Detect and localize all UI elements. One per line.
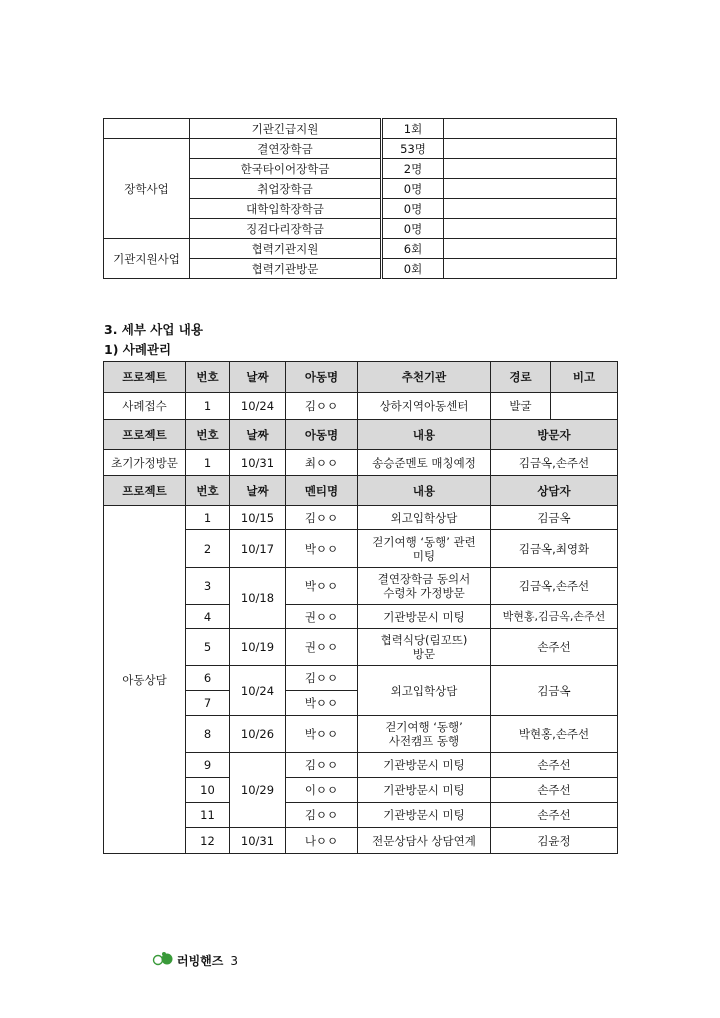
name-cell: 박ㅇㅇ — [286, 530, 358, 568]
content-cell: 기관방문시 미팅 — [358, 778, 491, 803]
header-child: 아동명 — [286, 362, 358, 393]
count-cell: 0명 — [382, 199, 444, 219]
empty-cell — [444, 179, 617, 199]
item-cell: 대학입학장학금 — [190, 199, 382, 219]
name-cell: 김ㅇㅇ — [286, 803, 358, 828]
page-footer — [152, 951, 238, 970]
count-cell: 0회 — [382, 259, 444, 279]
case-table — [103, 361, 618, 854]
name-cell: 박ㅇㅇ — [286, 716, 358, 753]
header-project: 프로젝트 — [104, 476, 186, 506]
item-cell: 징검다리장학금 — [190, 219, 382, 239]
hands-logo-icon — [152, 951, 174, 970]
item-cell: 취업장학금 — [190, 179, 382, 199]
content-cell: 걷기여행 ‘동행’ 사전캠프 동행 — [358, 716, 491, 753]
category-cell — [104, 119, 190, 139]
table-row — [104, 393, 618, 420]
section-heading: 3. 세부 사업 내용 — [104, 322, 203, 337]
counselor-cell: 손주선 — [491, 629, 618, 666]
header-date: 날짜 — [230, 476, 286, 506]
counselor-cell: 김금옥,손주선 — [491, 568, 618, 605]
header-no: 번호 — [186, 362, 230, 393]
header-referrer: 추천기관 — [358, 362, 491, 393]
no-cell: 11 — [186, 803, 230, 828]
date-cell: 10/31 — [230, 450, 286, 476]
content-cell: 외고입학상담 — [358, 506, 491, 530]
counselor-cell: 김윤정 — [491, 828, 618, 854]
count-cell: 2명 — [382, 159, 444, 179]
content-cell: 협력식당(림꼬뜨) 방문 — [358, 629, 491, 666]
child-cell: 김ㅇㅇ — [286, 393, 358, 420]
table-row — [104, 239, 617, 259]
header-date: 날짜 — [230, 420, 286, 450]
date-cell: 10/18 — [230, 568, 286, 629]
project-cell: 사례접수 — [104, 393, 186, 420]
header-no: 번호 — [186, 476, 230, 506]
name-cell: 권ㅇㅇ — [286, 629, 358, 666]
header-mentee: 멘티명 — [286, 476, 358, 506]
empty-cell — [444, 119, 617, 139]
empty-cell — [444, 159, 617, 179]
header-child: 아동명 — [286, 420, 358, 450]
name-cell: 김ㅇㅇ — [286, 666, 358, 691]
date-cell: 10/19 — [230, 629, 286, 666]
note-cell — [551, 393, 618, 420]
project-cell: 초기가정방문 — [104, 450, 186, 476]
counselor-cell: 박현홍,손주선 — [491, 716, 618, 753]
counselor-cell: 김금옥 — [491, 666, 618, 716]
counselor-cell: 김금옥,최영화 — [491, 530, 618, 568]
header-visitor: 방문자 — [491, 420, 618, 450]
date-cell: 10/26 — [230, 716, 286, 753]
counselor-cell: 박현홍,김금옥,손주선 — [491, 605, 618, 629]
no-cell: 4 — [186, 605, 230, 629]
content-cell: 외고입학상담 — [358, 666, 491, 716]
item-cell: 기관긴급지원 — [190, 119, 382, 139]
header-project: 프로젝트 — [104, 420, 186, 450]
item-cell: 결연장학금 — [190, 139, 382, 159]
date-cell: 10/24 — [230, 666, 286, 716]
date-cell: 10/15 — [230, 506, 286, 530]
empty-cell — [444, 199, 617, 219]
counselor-cell: 손주선 — [491, 803, 618, 828]
empty-cell — [444, 239, 617, 259]
date-cell: 10/31 — [230, 828, 286, 854]
no-cell: 5 — [186, 629, 230, 666]
content-cell: 전문상담사 상담연계 — [358, 828, 491, 854]
no-cell: 2 — [186, 530, 230, 568]
page-number: 3 — [230, 953, 239, 968]
count-cell: 6회 — [382, 239, 444, 259]
table-header-row — [104, 362, 618, 393]
no-cell: 1 — [186, 506, 230, 530]
table-row — [104, 119, 617, 139]
header-project: 프로젝트 — [104, 362, 186, 393]
count-cell: 53명 — [382, 139, 444, 159]
header-content: 내용 — [358, 420, 491, 450]
header-route: 경로 — [491, 362, 551, 393]
table-header-row — [104, 476, 618, 506]
header-counselor: 상담자 — [491, 476, 618, 506]
counselor-cell: 손주선 — [491, 753, 618, 778]
empty-cell — [444, 219, 617, 239]
no-cell: 10 — [186, 778, 230, 803]
no-cell: 8 — [186, 716, 230, 753]
table-row — [104, 139, 617, 159]
name-cell: 박ㅇㅇ — [286, 568, 358, 605]
date-cell: 10/29 — [230, 753, 286, 828]
item-cell: 협력기관지원 — [190, 239, 382, 259]
name-cell: 나ㅇㅇ — [286, 828, 358, 854]
category-cell: 장학사업 — [104, 139, 190, 239]
name-cell: 이ㅇㅇ — [286, 778, 358, 803]
header-no: 번호 — [186, 420, 230, 450]
item-cell: 한국타이어장학금 — [190, 159, 382, 179]
summary-table — [103, 118, 617, 279]
count-cell: 0명 — [382, 179, 444, 199]
count-cell: 1회 — [382, 119, 444, 139]
no-cell: 7 — [186, 691, 230, 716]
empty-cell — [444, 259, 617, 279]
count-cell: 0명 — [382, 219, 444, 239]
empty-cell — [444, 139, 617, 159]
category-cell: 기관지원사업 — [104, 239, 190, 279]
route-cell: 발굴 — [491, 393, 551, 420]
content-cell: 송승준멘토 매칭예정 — [358, 450, 491, 476]
content-cell: 걷기여행 ‘동행’ 관련 미팅 — [358, 530, 491, 568]
content-cell: 기관방문시 미팅 — [358, 753, 491, 778]
content-cell: 결연장학금 동의서 수령차 가정방문 — [358, 568, 491, 605]
header-content: 내용 — [358, 476, 491, 506]
referrer-cell: 상하지역아동센터 — [358, 393, 491, 420]
table-row — [104, 450, 618, 476]
content-cell: 기관방문시 미팅 — [358, 803, 491, 828]
header-date: 날짜 — [230, 362, 286, 393]
brand-name: 러빙핸즈 — [177, 954, 224, 968]
name-cell: 김ㅇㅇ — [286, 753, 358, 778]
content-cell: 기관방문시 미팅 — [358, 605, 491, 629]
table-row — [104, 506, 618, 530]
table-header-row — [104, 420, 618, 450]
counselor-cell: 손주선 — [491, 778, 618, 803]
no-cell: 1 — [186, 393, 230, 420]
item-cell: 협력기관방문 — [190, 259, 382, 279]
no-cell: 6 — [186, 666, 230, 691]
no-cell: 9 — [186, 753, 230, 778]
date-cell: 10/24 — [230, 393, 286, 420]
name-cell: 박ㅇㅇ — [286, 691, 358, 716]
section-subheading: 1) 사례관리 — [104, 342, 172, 357]
no-cell: 12 — [186, 828, 230, 854]
header-note: 비고 — [551, 362, 618, 393]
visitor-cell: 김금옥,손주선 — [491, 450, 618, 476]
no-cell: 3 — [186, 568, 230, 605]
name-cell: 김ㅇㅇ — [286, 506, 358, 530]
no-cell: 1 — [186, 450, 230, 476]
name-cell: 권ㅇㅇ — [286, 605, 358, 629]
date-cell: 10/17 — [230, 530, 286, 568]
project-cell: 아동상담 — [104, 506, 186, 854]
child-cell: 최ㅇㅇ — [286, 450, 358, 476]
counselor-cell: 김금옥 — [491, 506, 618, 530]
